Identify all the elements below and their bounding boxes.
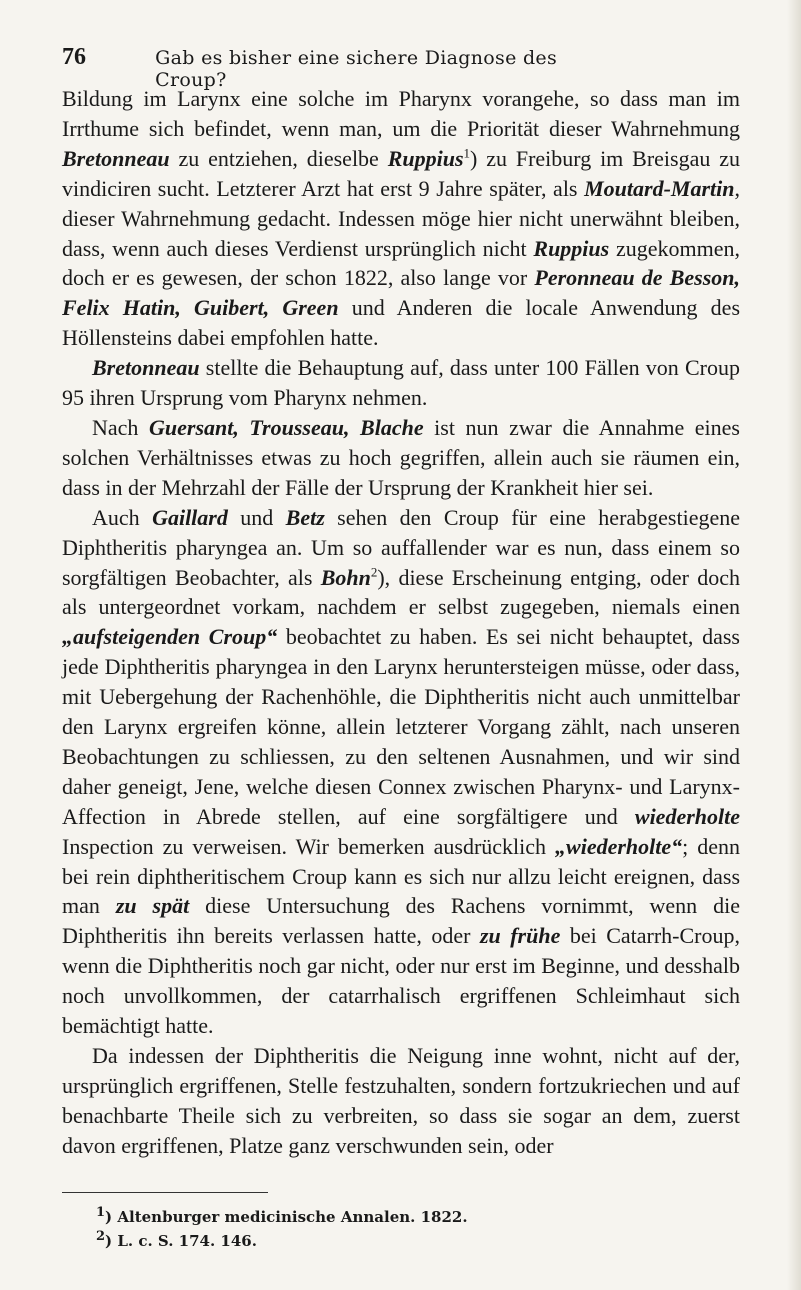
footnote-text: ) L. c. S. 174. 146. <box>105 1232 257 1250</box>
footnote-text: ) Altenburger medicinische Annalen. 1822. <box>105 1208 468 1226</box>
footnotes <box>96 1205 696 1253</box>
footnote-marker: 2 <box>96 1229 106 1244</box>
paragraph: Auch Gaillard und Betz sehen den Croup für eine herabgestiegene Diphtheritis pharyngea an. Um so auffallender war es nun, dass einem so sorgfältigen Beobachter, als Bohn$^2$), diese Erscheinung entging, oder doch als untergeordnet vorkam, nachdem er selbst zugegeben, niemals einen „aufsteigenden Croup“ beobachtet zu haben. Es sei nicht behauptet, dass jede Diphtheritis pharyngea in den Larynx heruntersteigen müsse, oder dass, mit Uebergehung der Rachenhöhle, die Diphtheritis nicht auch unmittelbar den Larynx ergreifen könne, allein letzterer Vorgang zählt, nach unseren Beobachtungen zu schliessen, zu den seltenen Ausnahmen, und wir sind daher geneigt, Jene, welche diesen Connex zwischen Pharynx- und Larynx-Affection in Abrede stellen, auf eine sorgfältigere und wiederholte Inspection zu verweisen. Wir bemerken ausdrücklich „wiederholte“; denn bei rein diphtheritischem Croup kann es sich nur allzu leicht ereignen, dass man zu spät diese Untersuchung des Rachens vornimmt, wenn die Diphtheritis ihn bereits verlassen hatte, oder zu frühe bei Catarrh-Croup, wenn die Diphtheritis noch gar nicht, oder nur erst im Beginne, und desshalb noch unvollkommen, der catarrhalisch ergriffenen Schleimhaut sich bemächtigt hatte. <box>62 504 741 1039</box>
paragraph: Bretonneau stellte die Behauptung auf, dass unter 100 Fällen von Croup 95 ihren Ursprung vom Pharynx nehmen. <box>62 355 740 411</box>
page-edge-shadow <box>787 0 801 1290</box>
page-number: 76 <box>62 44 86 70</box>
footnote <box>96 1229 696 1253</box>
paragraph: Bildung im Larynx eine solche im Pharynx vorangehe, so dass man im Irrthume sich befindet, wenn man, um die Priorität dieser Wahrnehmung Bretonneau zu entziehen, dieselbe Ruppius$^1$) zu Freiburg im Breisgau zu vindiciren sucht. Letzterer Arzt hat erst 9 Jahre später, als Moutard-Martin, dieser Wahrnehmung gedacht. Indessen möge hier nicht unerwähnt bleiben, dass, wenn auch dieses Verdienst ursprünglich nicht Ruppius zugekommen, doch er es gewesen, der schon 1822, also lange vor Peronneau de Besson, Felix Hatin, Guibert, Green und Anderen die locale Anwendung des Höllensteins dabei empfohlen hatte. <box>62 86 741 351</box>
footnote <box>96 1205 696 1229</box>
paragraph: Nach Guersant, Trousseau, Blache ist nun zwar die Annahme eines solchen Verhältnisses etwas zu hoch gegriffen, allein auch sie räumen ein, dass in der Mehrzahl der Fälle der Ursprung der Krankheit hier sei. <box>62 414 740 500</box>
footnote-marker: 1 <box>96 1205 106 1220</box>
footnote-divider <box>62 1192 268 1193</box>
running-title: Gab es bisher eine sichere Diagnose des Croup? <box>155 47 558 91</box>
paragraph: Da indessen der Diphtheritis die Neigung inne wohnt, nicht auf der, ursprünglich ergriffenen, Stelle festzuhalten, sondern fortzukriechen und auf benachbarte Theile sich zu verbreiten, so dass sie sogar an dem, zuerst davon ergriffenen, Platze ganz verschwunden sein, oder <box>62 1043 740 1158</box>
body-text <box>62 84 740 1161</box>
